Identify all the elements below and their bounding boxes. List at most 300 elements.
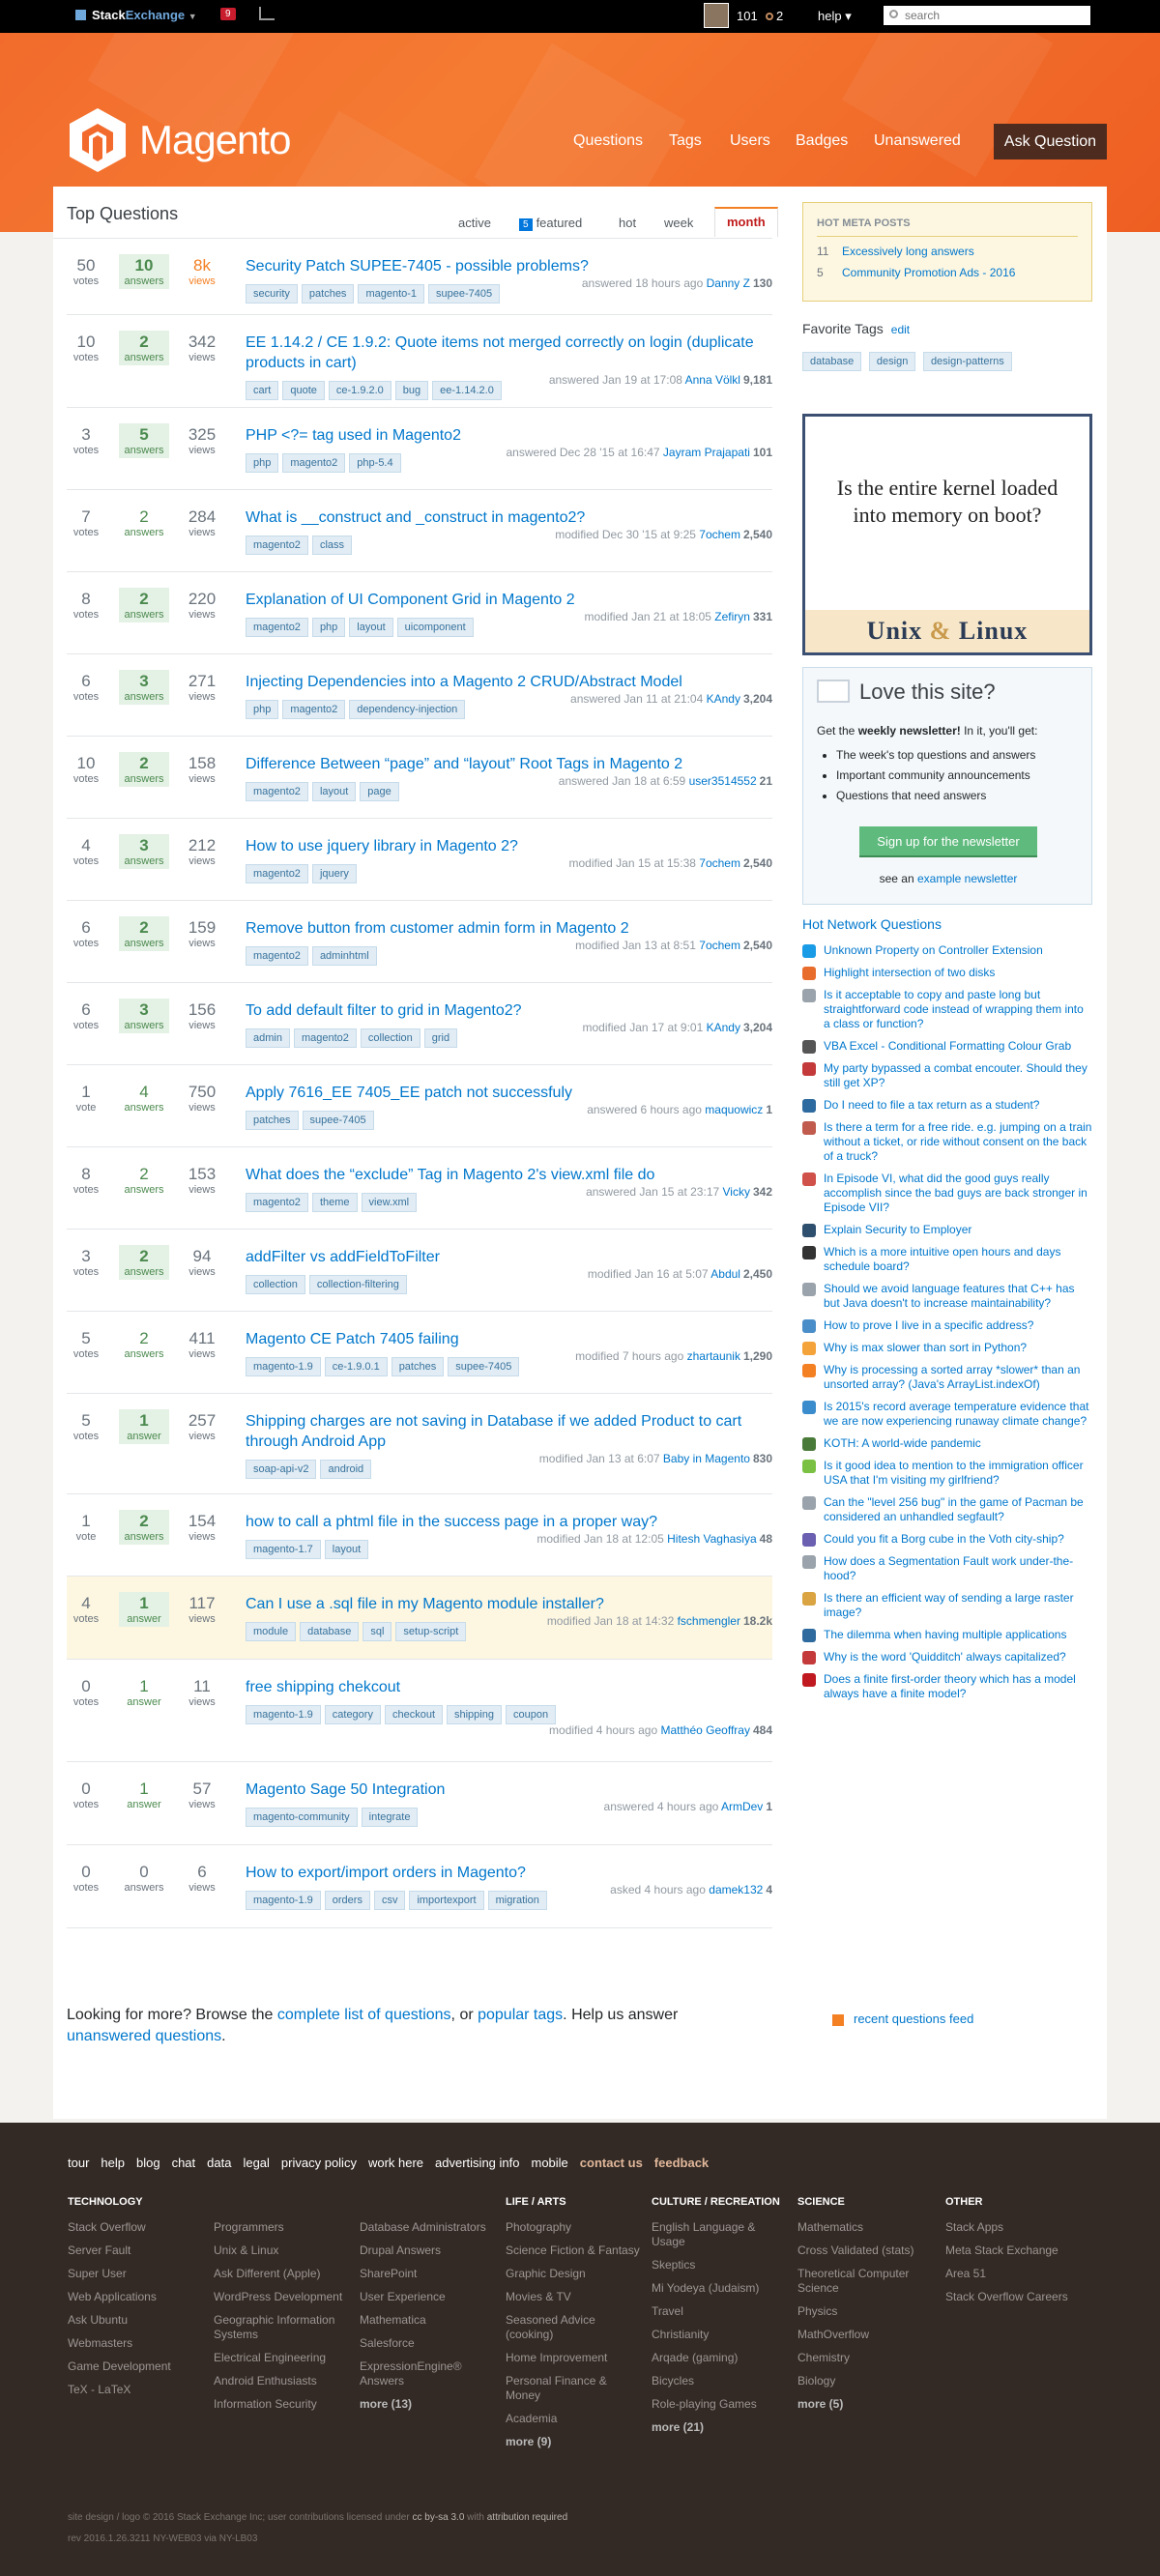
footer-link[interactable]: help xyxy=(101,2156,125,2170)
footer-site-link[interactable]: Ask Ubuntu xyxy=(68,2313,129,2327)
hot-network-question-link[interactable]: How does a Segmentation Fault work under-the-hood? xyxy=(824,1554,1074,1582)
question-tag[interactable]: dependency-injection xyxy=(349,700,465,719)
footer-site-link[interactable]: Stack Apps xyxy=(945,2220,1004,2234)
favorite-tag[interactable]: database xyxy=(802,352,861,371)
footer-site-link[interactable]: Cross Validated (stats) xyxy=(798,2243,914,2257)
question-title-link[interactable]: Magento Sage 50 Integration xyxy=(246,1781,446,1798)
nav-badges[interactable]: Badges xyxy=(796,132,849,149)
footer-link[interactable]: mobile xyxy=(531,2156,568,2170)
activity-text[interactable]: modified Jan 21 at 18:05 xyxy=(584,610,711,623)
hot-network-question[interactable] xyxy=(802,966,1092,980)
question-tag[interactable]: migration xyxy=(488,1891,547,1910)
newsletter-bullet: • Important community announcements xyxy=(836,766,1035,786)
question-tag[interactable]: database xyxy=(300,1622,359,1641)
vote-count-value: 4 xyxy=(81,1594,91,1612)
activity-text[interactable]: answered Dec 28 '15 at 16:47 xyxy=(506,446,660,459)
activity-text[interactable]: modified Jan 13 at 8:51 xyxy=(575,939,696,952)
hot-network-question[interactable] xyxy=(802,1061,1092,1090)
hot-network-question-link[interactable]: Explain Security to Employer xyxy=(824,1223,972,1236)
footer-site-link[interactable]: Database Administrators xyxy=(360,2220,486,2234)
user-link[interactable]: 7ochem xyxy=(699,528,740,541)
footer-site-link[interactable]: Webmasters xyxy=(68,2336,133,2350)
activity-text[interactable]: answered Jan 19 at 17:08 xyxy=(548,373,682,387)
activity-text[interactable]: modified 7 hours ago xyxy=(575,1349,684,1363)
footer-site-link[interactable]: Area 51 xyxy=(945,2267,987,2280)
question-summary xyxy=(67,901,772,983)
hot-network-question[interactable] xyxy=(802,1650,1092,1664)
question-tag[interactable]: coupon xyxy=(506,1705,556,1724)
question-tag[interactable]: collection xyxy=(246,1275,305,1294)
review-icon[interactable] xyxy=(259,7,275,20)
avatar[interactable] xyxy=(704,3,729,28)
activity-text[interactable]: modified Jan 16 at 5:07 xyxy=(587,1267,709,1281)
question-tag[interactable]: bug xyxy=(395,381,428,400)
question-tag[interactable]: magento2 xyxy=(246,782,308,801)
unanswered-link[interactable]: unanswered questions xyxy=(67,2028,222,2044)
tab-hot[interactable]: hot xyxy=(619,216,637,230)
user-link[interactable]: KAndy xyxy=(706,692,740,706)
activity-text[interactable]: modified Jan 18 at 12:05 xyxy=(536,1532,664,1546)
question-tag[interactable]: soap-api-v2 xyxy=(246,1460,316,1479)
footer-site-link[interactable]: Arqade (gaming) xyxy=(652,2351,739,2364)
hot-network-question-link[interactable]: KOTH: A world-wide pandemic xyxy=(824,1436,981,1450)
question-tag[interactable]: orders xyxy=(325,1891,370,1910)
question-title-link[interactable]: What does the “exclude” Tag in Magento 2's view.xml file do xyxy=(246,1167,655,1183)
user-reputation: 18.2k xyxy=(742,1614,772,1628)
footer-link[interactable]: feedback xyxy=(653,2156,710,2170)
hot-network-question-link[interactable]: Is there an efficient way of sending a large raster image? xyxy=(824,1591,1074,1619)
question-tag[interactable]: module xyxy=(246,1622,296,1641)
question-activity xyxy=(555,528,772,541)
question-tag[interactable]: php xyxy=(246,453,278,473)
question-tag[interactable]: magento2 xyxy=(246,535,308,555)
user-link[interactable]: ArmDev xyxy=(720,1800,764,1813)
footer-site-link[interactable]: Electrical Engineering xyxy=(214,2351,327,2364)
hot-network-question[interactable] xyxy=(802,1363,1092,1392)
footer-more-link[interactable]: more (5) xyxy=(798,2397,844,2411)
question-tag[interactable]: csv xyxy=(374,1891,406,1910)
footer-site-link[interactable]: User Experience xyxy=(360,2290,446,2303)
hot-network-question-link[interactable]: Unknown Property on Controller Extension xyxy=(824,943,1043,957)
user-link[interactable]: zhartaunik xyxy=(686,1349,740,1363)
question-tag[interactable]: supee-7405 xyxy=(448,1357,519,1376)
hot-network-question-link[interactable]: Could you fit a Borg cube in the Voth city-ship? xyxy=(824,1532,1064,1546)
meta-post[interactable] xyxy=(817,245,1078,258)
user-link[interactable]: fschmengler xyxy=(677,1614,740,1628)
question-title-link[interactable]: EE 1.14.2 / CE 1.9.2: Quote items not merged correctly on login (duplicate products in cart) xyxy=(246,334,754,371)
question-tag[interactable]: setup-script xyxy=(395,1622,466,1641)
user-link[interactable]: damek132 xyxy=(709,1883,764,1896)
footer-link[interactable]: privacy policy xyxy=(280,2156,357,2170)
popular-tags-link[interactable]: popular tags xyxy=(478,2007,564,2023)
footer-site-link[interactable]: Meta Stack Exchange xyxy=(945,2243,1058,2257)
footer-site-link[interactable]: English Language & Usage xyxy=(652,2220,756,2248)
question-title-link[interactable]: Shipping charges are not saving in Database if we added Product to cart through Android App xyxy=(246,1413,742,1450)
activity-text[interactable]: answered 4 hours ago xyxy=(603,1800,719,1813)
question-tag[interactable]: supee-7405 xyxy=(428,284,500,304)
question-tag[interactable]: ee-1.14.2.0 xyxy=(432,381,502,400)
stackexchange-icon xyxy=(75,10,86,20)
hot-network-question[interactable] xyxy=(802,943,1092,958)
footer-site-link[interactable]: Theoretical Computer Science xyxy=(798,2267,910,2295)
answer-count-value: 3 xyxy=(139,1000,149,1019)
question-tag[interactable]: magento2 xyxy=(246,618,308,637)
user-link[interactable]: Vicky xyxy=(722,1185,750,1199)
footer-link[interactable]: chat xyxy=(171,2156,196,2170)
view-count-label: views xyxy=(188,691,216,703)
footer-site-link[interactable]: Graphic Design xyxy=(506,2267,586,2280)
question-tag[interactable]: layout xyxy=(325,1540,368,1559)
user-link[interactable]: Anna Völkl xyxy=(684,373,740,387)
question-tag[interactable]: patches xyxy=(302,284,355,304)
activity-text[interactable]: modified Jan 13 at 6:07 xyxy=(538,1452,660,1465)
question-title-link[interactable]: To add default filter to grid in Magento2? xyxy=(246,1002,522,1019)
question-tag[interactable]: jquery xyxy=(312,864,357,883)
hot-network-question[interactable] xyxy=(802,1591,1092,1620)
footer-site-link[interactable]: Seasoned Advice (cooking) xyxy=(506,2313,595,2341)
question-tag[interactable]: quote xyxy=(282,381,325,400)
view-count-value: 271 xyxy=(188,672,217,690)
question-tag[interactable]: magento2 xyxy=(246,864,308,883)
footer-site-link[interactable]: Unix & Linux xyxy=(214,2243,279,2257)
tab-featured[interactable] xyxy=(519,216,582,231)
question-title-link[interactable]: how to call a phtml file in the success page in a proper way? xyxy=(246,1514,658,1530)
question-tag[interactable]: sql xyxy=(362,1622,392,1641)
question-title-link[interactable]: Difference Between “page” and “layout” Root Tags in Magento 2 xyxy=(246,756,683,772)
footer-site-link[interactable]: Server Fault xyxy=(68,2243,131,2257)
hot-network-question[interactable] xyxy=(802,1459,1092,1488)
hot-network-question-link[interactable]: In Episode VI, what did the good guys really accomplish since the bad guys are back stronger in Episode VII? xyxy=(824,1172,1088,1214)
question-tag[interactable]: cart xyxy=(246,381,278,400)
question-tag[interactable]: magento2 xyxy=(246,946,308,966)
footer-site-link[interactable]: Web Applications xyxy=(68,2290,157,2303)
nav-tags[interactable]: Tags xyxy=(669,132,702,149)
footer-site-link[interactable]: WordPress Development xyxy=(214,2290,343,2303)
hot-network-question-link[interactable]: The dilemma when having multiple applications xyxy=(824,1628,1067,1641)
footer-site-link[interactable]: Academia xyxy=(506,2412,558,2425)
footer-site-link[interactable]: ExpressionEngine® Answers xyxy=(360,2359,462,2388)
ask-question-button[interactable]: Ask Question xyxy=(994,124,1107,159)
footer-site-link[interactable]: Christianity xyxy=(652,2328,710,2341)
footer-site-link[interactable]: Salesforce xyxy=(360,2336,415,2350)
question-title-link[interactable]: Can I use a .sql file in my Magento module installer? xyxy=(246,1596,604,1612)
question-tag[interactable]: php-5.4 xyxy=(349,453,400,473)
hot-network-question[interactable] xyxy=(802,1223,1092,1237)
footer-site-link[interactable]: Game Development xyxy=(68,2359,171,2373)
hot-network-question-link[interactable]: Is 2015's record average temperature evidence that we are now experiencing runaway climate change? xyxy=(824,1400,1089,1428)
question-tag[interactable]: magento2 xyxy=(282,453,345,473)
question-title-link[interactable]: free shipping chekcout xyxy=(246,1679,401,1695)
footer-site-link[interactable]: Biology xyxy=(798,2374,836,2388)
question-summary xyxy=(67,490,772,572)
footer-link[interactable]: tour xyxy=(68,2156,90,2170)
hot-network-question[interactable] xyxy=(802,1098,1092,1113)
hot-network-question[interactable] xyxy=(802,1172,1092,1215)
hot-network-question-link[interactable]: How to prove I live in a specific address? xyxy=(824,1318,1034,1332)
footer-site-link[interactable]: Photography xyxy=(506,2220,572,2234)
question-tag[interactable]: patches xyxy=(246,1111,299,1130)
footer-site-link[interactable]: Programmers xyxy=(214,2220,284,2234)
footer-site-link[interactable]: Mi Yodeya (Judaism) xyxy=(652,2281,760,2295)
question-tag[interactable]: checkout xyxy=(385,1705,443,1724)
question-title-link[interactable]: Security Patch SUPEE-7405 - possible problems? xyxy=(246,258,589,275)
copyright-text: site design / logo © 2016 Stack Exchange Inc; user contributions licensed under xyxy=(68,2512,413,2523)
activity-text[interactable]: modified Dec 30 '15 at 9:25 xyxy=(555,528,696,541)
reputation[interactable]: 101 xyxy=(737,9,758,23)
footer-link[interactable]: contact us xyxy=(579,2156,643,2170)
license-link[interactable]: cc by-sa 3.0 xyxy=(412,2512,465,2523)
question-title-link[interactable]: Remove button from customer admin form in Magento 2 xyxy=(246,920,629,937)
footer-site-link[interactable]: Bicycles xyxy=(652,2374,695,2388)
activity-text[interactable]: answered Jan 18 at 6:59 xyxy=(558,774,686,788)
help-menu[interactable]: help ▾ xyxy=(818,9,852,23)
activity-text[interactable]: asked 4 hours ago xyxy=(610,1883,706,1896)
question-tag[interactable]: magento-1.9 xyxy=(246,1705,321,1724)
hot-network-question-link[interactable]: Is it acceptable to copy and paste long but straightforward code instead of wrapping them into a class or function? xyxy=(824,988,1084,1030)
question-tag[interactable]: theme xyxy=(312,1193,358,1212)
tab-month[interactable]: month xyxy=(714,207,778,237)
hot-network-question-link[interactable]: Do I need to file a tax return as a student? xyxy=(824,1098,1040,1112)
footer-site-link[interactable]: Mathematics xyxy=(798,2220,864,2234)
question-tag[interactable]: collection xyxy=(361,1028,420,1048)
user-link[interactable]: 7ochem xyxy=(699,939,740,952)
attribution-link[interactable]: attribution required xyxy=(486,2512,568,2523)
favorite-tag[interactable]: design xyxy=(869,352,915,371)
question-tag[interactable]: magento-1.9 xyxy=(246,1891,321,1910)
question-tag[interactable]: security xyxy=(246,284,298,304)
question-tag[interactable]: php xyxy=(246,700,278,719)
question-tag[interactable]: category xyxy=(325,1705,381,1724)
question-tag[interactable]: android xyxy=(320,1460,371,1479)
hot-network-question[interactable] xyxy=(802,1400,1092,1429)
footer-site-link[interactable]: Stack Overflow Careers xyxy=(945,2290,1068,2303)
footer-link[interactable]: blog xyxy=(135,2156,160,2170)
hot-network-question[interactable] xyxy=(802,1341,1092,1355)
footer-more-link[interactable]: more (9) xyxy=(506,2435,552,2448)
footer-site-link[interactable]: Science Fiction & Fantasy xyxy=(506,2243,640,2257)
hot-network-question[interactable] xyxy=(802,1672,1092,1701)
hot-network-question[interactable] xyxy=(802,988,1092,1031)
footer-site-link[interactable]: Chemistry xyxy=(798,2351,851,2364)
footer-link[interactable]: data xyxy=(207,2156,232,2170)
footer-site-link[interactable]: Android Enthusiasts xyxy=(214,2374,317,2388)
question-title-link[interactable]: addFilter vs addFieldToFilter xyxy=(246,1249,440,1265)
question-title-link[interactable]: How to export/import orders in Magento? xyxy=(246,1865,526,1881)
favorite-tag[interactable]: design-patterns xyxy=(923,352,1012,371)
hot-network-question[interactable] xyxy=(802,1245,1092,1274)
question-tag[interactable]: importexport xyxy=(409,1891,483,1910)
question-tag[interactable]: magento2 xyxy=(282,700,345,719)
question-tag[interactable]: magento-1 xyxy=(358,284,424,304)
magento-logo-icon[interactable] xyxy=(68,106,128,174)
question-tag[interactable]: magento-1.7 xyxy=(246,1540,321,1559)
nav-users[interactable]: Users xyxy=(730,132,770,149)
vote-count xyxy=(67,1780,105,1810)
activity-text[interactable]: modified Jan 17 at 9:01 xyxy=(582,1021,704,1034)
question-tag[interactable]: admin xyxy=(246,1028,290,1048)
question-tag[interactable]: collection-filtering xyxy=(309,1275,407,1294)
vote-count xyxy=(67,1677,105,1708)
footer-link[interactable]: legal xyxy=(243,2156,270,2170)
footer-more-link[interactable]: more (13) xyxy=(360,2397,413,2411)
question-tag[interactable]: magento2 xyxy=(294,1028,357,1048)
activity-text[interactable]: answered 6 hours ago xyxy=(587,1103,702,1116)
activity-text[interactable]: answered 18 hours ago xyxy=(581,276,704,290)
question-tag[interactable]: magento-1.9 xyxy=(246,1357,321,1376)
footer-site-link[interactable]: Physics xyxy=(798,2304,838,2318)
question-tag[interactable]: patches xyxy=(392,1357,445,1376)
hot-network-question[interactable] xyxy=(802,1554,1092,1583)
hot-network-question-link[interactable]: VBA Excel - Conditional Formatting Colour Grab xyxy=(824,1039,1072,1053)
user-link[interactable]: Zefiryn xyxy=(714,610,750,623)
tab-active[interactable]: active xyxy=(458,216,491,230)
hot-network-question-link[interactable]: My party bypassed a combat encouter. Should they still get XP? xyxy=(824,1061,1088,1089)
footer-site-link[interactable]: MathOverflow xyxy=(798,2328,870,2341)
footer-site-link[interactable]: TeX - LaTeX xyxy=(68,2383,131,2396)
view-count xyxy=(183,1000,221,1031)
favorite-tags xyxy=(802,352,1016,373)
hot-network-question-link[interactable]: Does a finite first-order theory which has a model always have a finite model? xyxy=(824,1672,1076,1700)
footer-site-link[interactable]: Drupal Answers xyxy=(360,2243,442,2257)
question-title-link[interactable]: Explanation of UI Component Grid in Magento 2 xyxy=(246,592,575,608)
hot-network-question-link[interactable]: Is it good idea to mention to the immigration officer USA that I'm visiting my girlfriend? xyxy=(824,1459,1084,1487)
hot-network-question-link[interactable]: Highlight intersection of two disks xyxy=(824,966,996,979)
inbox-count[interactable]: 9 xyxy=(220,8,236,20)
hot-network-question-link[interactable]: Why is max slower than sort in Python? xyxy=(824,1341,1028,1354)
question-tag[interactable]: shipping xyxy=(447,1705,502,1724)
footer-site-link[interactable]: Role-playing Games xyxy=(652,2397,757,2411)
question-tag[interactable]: class xyxy=(312,535,352,555)
hot-network-question[interactable] xyxy=(802,1039,1092,1054)
search-input[interactable] xyxy=(884,6,1090,25)
footer-site-link[interactable]: Stack Overflow xyxy=(68,2220,146,2234)
footer-site-link[interactable]: Home Improvement xyxy=(506,2351,608,2364)
question-tag[interactable]: layout xyxy=(312,782,356,801)
hot-network-question[interactable] xyxy=(802,1282,1092,1311)
footer-site-link[interactable]: Information Security xyxy=(214,2397,317,2411)
meta-post-link[interactable]: Excessively long answers xyxy=(842,245,974,258)
question-tag[interactable]: magento-community xyxy=(246,1808,358,1827)
hot-network-question-link[interactable]: Can the "level 256 bug" in the game of Pacman be considered an unhandled segfault? xyxy=(824,1495,1084,1523)
question-title-link[interactable]: Magento CE Patch 7405 failing xyxy=(246,1331,459,1347)
footer-site-link[interactable]: Personal Finance & Money xyxy=(506,2374,607,2402)
question-body xyxy=(246,1677,772,1726)
hot-network-question[interactable] xyxy=(802,1495,1092,1524)
question-tag[interactable]: php xyxy=(312,618,345,637)
hot-network-question[interactable] xyxy=(802,1628,1092,1642)
question-tag[interactable]: grid xyxy=(424,1028,457,1048)
question-tag[interactable]: ce-1.9.2.0 xyxy=(329,381,392,400)
question-title-link[interactable]: PHP <?= tag used in Magento2 xyxy=(246,427,461,444)
user-link[interactable]: Jayram Prajapati xyxy=(662,446,750,459)
question-title-link[interactable]: How to use jquery library in Magento 2? xyxy=(246,838,518,854)
question-tag[interactable]: adminhtml xyxy=(312,946,377,966)
footer-link[interactable]: advertising info xyxy=(435,2156,520,2170)
footer-site-link[interactable]: Travel xyxy=(652,2304,683,2318)
hot-network-question-link[interactable]: Is there a term for a free ride. e.g. jumping on a train without a ticket, or ride without consent on the back of a truck? xyxy=(824,1120,1092,1163)
activity-text[interactable]: modified 4 hours ago xyxy=(549,1723,658,1737)
site-icon xyxy=(802,967,816,980)
activity-text[interactable]: modified Jan 15 at 15:38 xyxy=(568,856,696,870)
question-tag[interactable]: magento2 xyxy=(246,1193,308,1212)
example-newsletter-link[interactable]: example newsletter xyxy=(916,872,1018,885)
meta-post[interactable] xyxy=(817,266,1078,279)
nav-unanswered[interactable]: Unanswered xyxy=(874,132,961,149)
hot-network-question-link[interactable]: Which is a more intuitive open hours and days schedule board? xyxy=(824,1245,1061,1273)
answer-count-label: answer xyxy=(127,1696,161,1708)
question-tag[interactable]: ce-1.9.0.1 xyxy=(325,1357,388,1376)
tab-week[interactable]: week xyxy=(664,216,694,230)
hot-network-question[interactable] xyxy=(802,1120,1092,1164)
hot-network-question[interactable] xyxy=(802,1436,1092,1451)
footer-site-link[interactable]: Mathematica xyxy=(360,2313,426,2327)
user-link[interactable]: Matthéo Geoffray xyxy=(660,1723,750,1737)
complete-list-link[interactable]: complete list of questions xyxy=(276,2007,451,2023)
footer-site-link[interactable]: Super User xyxy=(68,2267,127,2280)
view-count-value: 750 xyxy=(188,1083,217,1101)
question-tag[interactable]: uicomponent xyxy=(397,618,474,637)
footer-site-link[interactable]: Movies & TV xyxy=(506,2290,571,2303)
edit-favorite-tags-link[interactable]: edit xyxy=(890,323,911,336)
footer-site-link[interactable]: SharePoint xyxy=(360,2267,418,2280)
recent-questions-feed[interactable] xyxy=(832,2012,973,2026)
hot-network-question-link[interactable]: Should we avoid language features that C++ has but Java doesn't to increase maintainability? xyxy=(824,1282,1075,1310)
user-link[interactable]: user3514552 xyxy=(688,774,757,788)
question-tag[interactable]: view.xml xyxy=(362,1193,418,1212)
footer-site-link[interactable]: Geographic Information Systems xyxy=(214,2313,335,2341)
question-title-link[interactable]: Injecting Dependencies into a Magento 2 CRUD/Abstract Model xyxy=(246,674,682,690)
stackexchange-menu[interactable] xyxy=(75,8,197,22)
nav-questions[interactable]: Questions xyxy=(573,132,644,149)
hot-network-questions-title[interactable]: Hot Network Questions xyxy=(802,916,942,932)
hot-network-question-link[interactable]: Why is processing a sorted array *slower* than an unsorted array? (Java's ArrayList.indexOf) xyxy=(824,1363,1081,1391)
hot-network-question-link[interactable]: Why is the word 'Quidditch' always capitalized? xyxy=(824,1650,1066,1664)
view-count xyxy=(183,754,221,785)
meta-post-link[interactable]: Community Promotion Ads - 2016 xyxy=(842,266,1016,279)
question-title-link[interactable]: Apply 7616_EE 7405_EE patch not successfuly xyxy=(246,1085,572,1101)
user-link[interactable]: KAndy xyxy=(706,1021,740,1034)
footer-site-link[interactable]: Ask Different (Apple) xyxy=(214,2267,321,2280)
user-link[interactable]: Danny Z xyxy=(706,276,750,290)
question-title-link[interactable]: What is __construct and _construct in magento2? xyxy=(246,509,586,526)
question-tag[interactable]: supee-7405 xyxy=(303,1111,374,1130)
hot-network-question[interactable] xyxy=(802,1318,1092,1333)
question-tag[interactable]: page xyxy=(360,782,398,801)
user-link[interactable]: Abdul xyxy=(710,1267,740,1281)
vote-count-label: votes xyxy=(72,1431,100,1442)
footer-site-link[interactable]: Skeptics xyxy=(652,2258,696,2272)
user-link[interactable]: maquowicz xyxy=(705,1103,764,1116)
user-link[interactable]: Baby in Magento xyxy=(662,1452,750,1465)
user-link[interactable]: 7ochem xyxy=(699,856,740,870)
activity-text[interactable]: answered Jan 15 at 23:17 xyxy=(586,1185,720,1199)
bronze-badge-count[interactable] xyxy=(766,9,783,23)
question-summary xyxy=(67,572,772,654)
hot-network-question[interactable] xyxy=(802,1532,1092,1547)
question-tag[interactable]: layout xyxy=(349,618,392,637)
unix-linux-ad[interactable] xyxy=(802,414,1092,655)
activity-text[interactable]: modified Jan 18 at 14:32 xyxy=(546,1614,675,1628)
activity-text[interactable]: answered Jan 11 at 21:04 xyxy=(570,692,704,706)
footer-more-link[interactable]: more (21) xyxy=(652,2420,705,2434)
site-logo[interactable]: Magento xyxy=(139,117,291,162)
footer-link[interactable]: work here xyxy=(367,2156,424,2170)
question-tag[interactable]: integrate xyxy=(362,1808,419,1827)
question-summary xyxy=(67,1312,772,1394)
newsletter-signup-button[interactable]: Sign up for the newsletter xyxy=(859,826,1037,857)
question-activity xyxy=(583,1021,773,1034)
user-link[interactable]: Hitesh Vaghasiya xyxy=(667,1532,757,1546)
